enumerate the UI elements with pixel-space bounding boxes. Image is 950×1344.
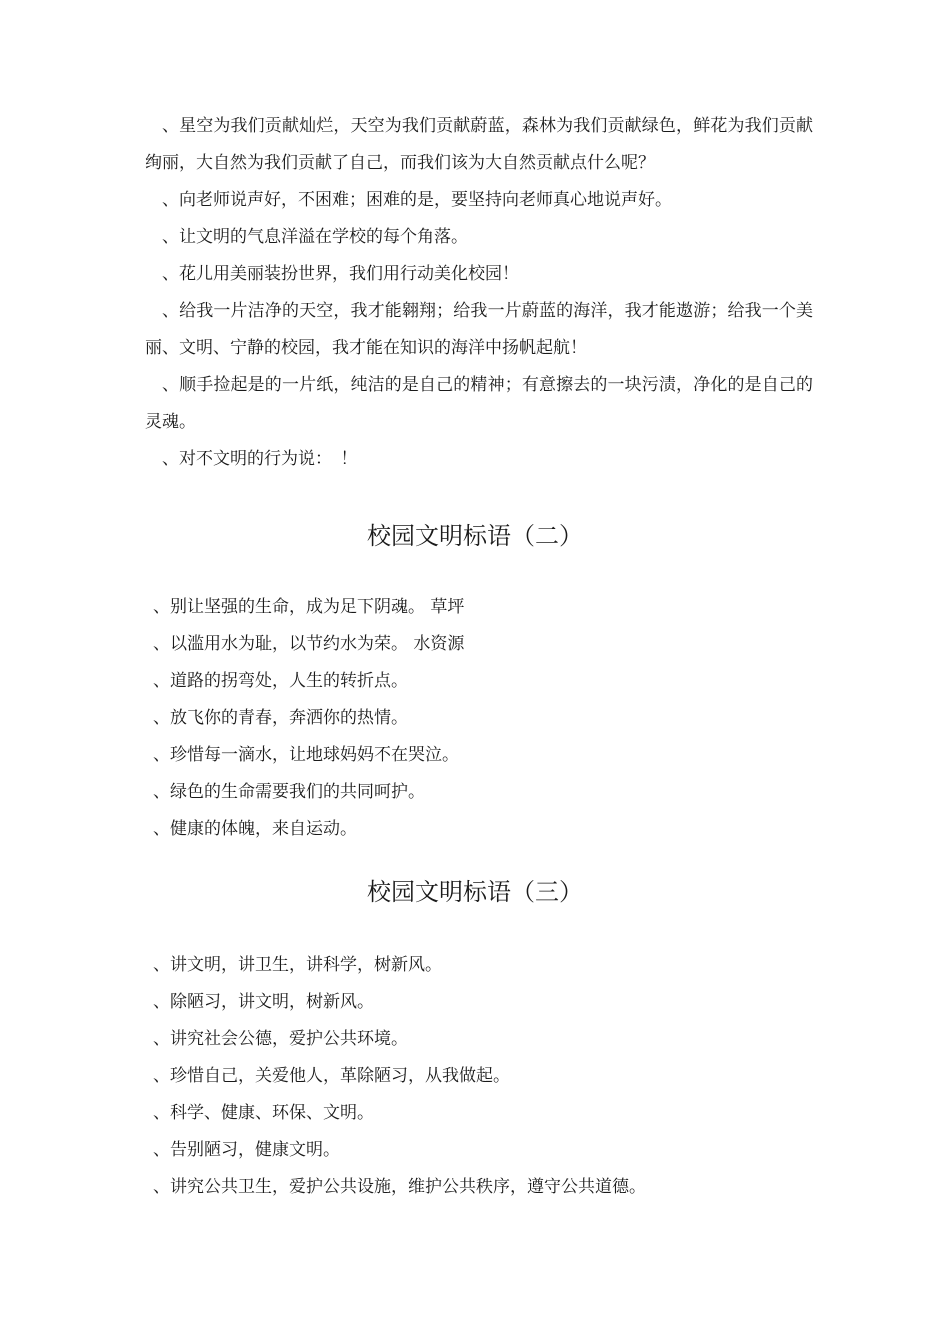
- list-item: 、讲究社会公德，爱护公共环境。: [153, 1029, 408, 1049]
- slogan-paragraph: 、向老师说声好，不困难；困难的是，要坚持向老师真心地说声好。: [162, 190, 672, 210]
- slogan-paragraph: 、花儿用美丽装扮世界，我们用行动美化校园！: [162, 264, 519, 284]
- section-title-three: 校园文明标语（三）: [367, 878, 583, 906]
- slogan-paragraph: 、给我一片洁净的天空，我才能翱翔；给我一片蔚蓝的海洋，我才能遨游；给我一个美丽、文明、宁静的校园，我才能在知识的海洋中扬帆起航！: [145, 301, 813, 358]
- list-item: 、以滥用水为耻，以节约水为荣。 水资源: [153, 634, 465, 654]
- slogan-paragraph: 、对不文明的行为说： ！: [162, 449, 358, 469]
- slogan-paragraph: 、星空为我们贡献灿烂，天空为我们贡献蔚蓝，森林为我们贡献绿色，鲜花为我们贡献绚丽，大自然为我们贡献了自己，而我们该为大自然贡献点什么呢？: [145, 116, 813, 173]
- slogan-list-two: [153, 589, 813, 848]
- list-item: 、告别陋习，健康文明。: [153, 1140, 340, 1160]
- list-item: 、珍惜每一滴水，让地球妈妈不在哭泣。: [153, 745, 459, 765]
- slogan-paragraph: 、顺手捡起是的一片纸，纯洁的是自己的精神；有意擦去的一块污渍，净化的是自己的灵魂。: [145, 375, 813, 432]
- list-item: 、健康的体魄，来自运动。: [153, 819, 357, 839]
- list-item: 、道路的拐弯处，人生的转折点。: [153, 671, 408, 691]
- slogan-paragraph: 、让文明的气息洋溢在学校的每个角落。: [162, 227, 468, 247]
- list-item: 、别让坚强的生命，成为足下阴魂。 草坪: [153, 597, 465, 617]
- list-item: 、讲文明，讲卫生，讲科学，树新风。: [153, 955, 442, 975]
- list-item: 、科学、健康、环保、文明。: [153, 1103, 374, 1123]
- slogan-list-three: [153, 947, 813, 1206]
- list-item: 、珍惜自己，关爱他人，革除陋习，从我做起。: [153, 1066, 510, 1086]
- list-item: 、放飞你的青春，奔洒你的热情。: [153, 708, 408, 728]
- list-item: 、绿色的生命需要我们的共同呵护。: [153, 782, 425, 802]
- list-item: 、除陋习，讲文明，树新风。: [153, 992, 374, 1012]
- list-item: 、讲究公共卫生，爱护公共设施，维护公共秩序，遵守公共道德。: [153, 1177, 646, 1197]
- section-title-two: 校园文明标语（二）: [367, 522, 583, 550]
- slogan-paragraphs: [145, 108, 813, 478]
